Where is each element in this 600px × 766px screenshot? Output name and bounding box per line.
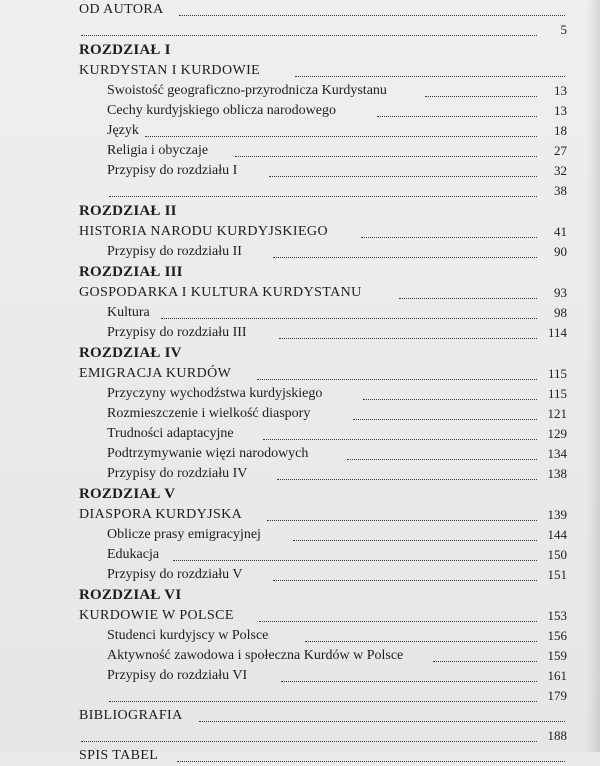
toc-subsection-entry <box>79 424 567 444</box>
dot-leader <box>81 741 537 742</box>
toc-section-entry <box>79 283 567 303</box>
toc-page-number: 150 <box>547 547 567 562</box>
toc-subsection-entry <box>79 565 567 585</box>
toc-section-entry <box>79 606 567 626</box>
chapter-heading <box>79 343 567 364</box>
toc-page-number: 93 <box>554 285 567 300</box>
toc-subsection-entry <box>79 161 567 181</box>
toc-subsection-entry <box>79 444 567 464</box>
toc-page-number: 115 <box>547 386 567 401</box>
toc-entry-title: Trudności adaptacyjne <box>107 426 234 441</box>
toc-section-entry <box>79 0 567 20</box>
toc-subsection-entry <box>79 525 567 545</box>
toc-page-number: 139 <box>547 507 567 522</box>
table-of-contents <box>79 0 567 766</box>
dot-leader <box>173 560 537 561</box>
page-edge-shadow <box>586 0 600 752</box>
toc-page-number: 32 <box>554 163 567 178</box>
toc-section-entry <box>79 20 567 40</box>
toc-subsection-entry <box>79 101 567 121</box>
toc-entry-title: Edukacja <box>107 547 160 562</box>
toc-page-number: 13 <box>554 103 567 118</box>
toc-page-number: 159 <box>547 648 567 663</box>
toc-section-entry <box>79 726 567 746</box>
dot-leader <box>281 681 537 682</box>
toc-entry-title: HISTORIA NARODU KURDYJSKIEGO <box>79 224 328 239</box>
toc-page-number: 90 <box>554 244 567 259</box>
toc-entry-title: Studenci kurdyjscy w Polsce <box>107 628 269 643</box>
chapter-heading <box>79 262 567 283</box>
toc-entry-title: Język <box>107 123 139 138</box>
toc-entry-title: Cechy kurdyjskiego oblicza narodowego <box>107 103 336 118</box>
toc-subsection-entry <box>79 141 567 161</box>
dot-leader <box>273 580 537 581</box>
dot-leader <box>259 621 537 622</box>
toc-subsection-entry <box>79 626 567 646</box>
toc-section-entry <box>79 706 567 726</box>
toc-entry-title: KURDOWIE W POLSCE <box>79 608 234 623</box>
toc-entry-title: Przypisy do rozdziału IV <box>107 466 248 481</box>
dot-leader <box>109 701 537 702</box>
dot-leader <box>433 661 537 662</box>
toc-page-number: 138 <box>547 466 567 481</box>
toc-page-number: 98 <box>554 305 567 320</box>
chapter-heading-label: ROZDZIAŁ I <box>79 42 171 58</box>
dot-leader <box>263 439 537 440</box>
toc-page-number: 121 <box>547 406 567 421</box>
dot-leader <box>279 338 537 339</box>
dot-leader <box>145 136 537 137</box>
toc-section-entry <box>79 505 567 525</box>
toc-page-number: 115 <box>547 366 567 381</box>
toc-subsection-entry <box>79 303 567 323</box>
toc-entry-title: BIBLIOGRAFIA <box>79 708 183 723</box>
toc-subsection-entry <box>79 384 567 404</box>
chapter-heading-label: ROZDZIAŁ IV <box>79 345 182 361</box>
toc-section-entry <box>79 61 567 81</box>
dot-leader <box>235 156 537 157</box>
toc-entry-title: Swoistość geograficzno-przyrodnicza Kurdystanu <box>107 83 387 98</box>
chapter-heading-label: ROZDZIAŁ V <box>79 486 176 502</box>
dot-leader <box>269 176 537 177</box>
dot-leader <box>81 35 537 36</box>
toc-entry-title: SPIS TABEL <box>79 748 159 763</box>
dot-leader <box>399 298 537 299</box>
toc-subsection-entry <box>79 545 567 565</box>
chapter-heading <box>79 484 567 505</box>
dot-leader <box>361 237 537 238</box>
toc-page-number: 18 <box>554 123 567 138</box>
toc-entry-title: Oblicze prasy emigracyjnej <box>107 527 261 542</box>
toc-page-number: 27 <box>554 143 567 158</box>
chapter-heading-label: ROZDZIAŁ VI <box>79 587 182 603</box>
toc-entry-title: OD AUTORA <box>79 2 164 17</box>
toc-page-number: 161 <box>547 668 567 683</box>
chapter-heading-label: ROZDZIAŁ II <box>79 203 177 219</box>
dot-leader <box>363 399 537 400</box>
dot-leader <box>425 96 537 97</box>
toc-entry-title: Religia i obyczaje <box>107 143 209 158</box>
dot-leader <box>267 520 537 521</box>
toc-entry-title: Przypisy do rozdziału III <box>107 325 247 340</box>
dot-leader <box>353 419 537 420</box>
toc-entry-title: DIASPORA KURDYJSKA <box>79 507 243 522</box>
toc-page-number: 156 <box>547 628 567 643</box>
toc-page-number: 5 <box>560 22 567 37</box>
toc-entry-title: Przypisy do rozdziału V <box>107 567 243 582</box>
toc-subsection-entry <box>79 666 567 686</box>
toc-page-number: 151 <box>547 567 567 582</box>
toc-page-number: 153 <box>547 608 567 623</box>
dot-leader <box>199 721 565 722</box>
toc-subsection-entry <box>79 404 567 424</box>
toc-page-number: 13 <box>554 83 567 98</box>
toc-section-entry <box>79 364 567 384</box>
toc-page-number: 188 <box>547 728 567 743</box>
toc-subsection-entry <box>79 686 567 706</box>
chapter-heading-label: ROZDZIAŁ III <box>79 264 183 280</box>
dot-leader <box>277 479 537 480</box>
toc-entry-title: GOSPODARKA I KULTURA KURDYSTANU <box>79 285 362 300</box>
toc-page-number: 129 <box>547 426 567 441</box>
toc-section-entry <box>79 746 567 766</box>
dot-leader <box>257 379 537 380</box>
toc-subsection-entry <box>79 181 567 201</box>
toc-entry-title: Przypisy do rozdziału VI <box>107 668 248 683</box>
toc-page-number: 41 <box>554 224 567 239</box>
toc-subsection-entry <box>79 81 567 101</box>
dot-leader <box>293 540 537 541</box>
dot-leader <box>161 318 537 319</box>
toc-subsection-entry <box>79 464 567 484</box>
toc-entry-title: Kultura <box>107 305 150 320</box>
dot-leader <box>109 196 537 197</box>
chapter-heading <box>79 40 567 61</box>
toc-page-number: 38 <box>554 183 567 198</box>
chapter-heading <box>79 201 567 222</box>
toc-page-number: 114 <box>547 325 567 340</box>
dot-leader <box>377 116 537 117</box>
toc-subsection-entry <box>79 242 567 262</box>
dot-leader <box>305 641 537 642</box>
toc-subsection-entry <box>79 323 567 343</box>
toc-page-number: 179 <box>547 688 567 703</box>
chapter-heading <box>79 585 567 606</box>
toc-entry-title: Przypisy do rozdziału II <box>107 244 242 259</box>
toc-entry-title: Rozmieszczenie i wielkość diaspory <box>107 406 311 421</box>
dot-leader <box>177 761 565 762</box>
toc-entry-title: KURDYSTAN I KURDOWIE <box>79 63 261 78</box>
toc-section-entry <box>79 222 567 242</box>
dot-leader <box>273 257 537 258</box>
toc-page-number: 144 <box>547 527 567 542</box>
toc-entry-title: Podtrzymywanie więzi narodowych <box>107 446 309 461</box>
dot-leader <box>295 76 565 77</box>
dot-leader <box>347 459 537 460</box>
dot-leader <box>179 15 565 16</box>
toc-entry-title: Przypisy do rozdziału I <box>107 163 238 178</box>
toc-page-number: 134 <box>547 446 567 461</box>
toc-subsection-entry <box>79 121 567 141</box>
toc-entry-title: Przyczyny wychodźstwa kurdyjskiego <box>107 386 323 401</box>
toc-subsection-entry <box>79 646 567 666</box>
toc-entry-title: EMIGRACJA KURDÓW <box>79 366 232 381</box>
toc-entry-title: Aktywność zawodowa i społeczna Kurdów w Polsce <box>107 648 404 663</box>
